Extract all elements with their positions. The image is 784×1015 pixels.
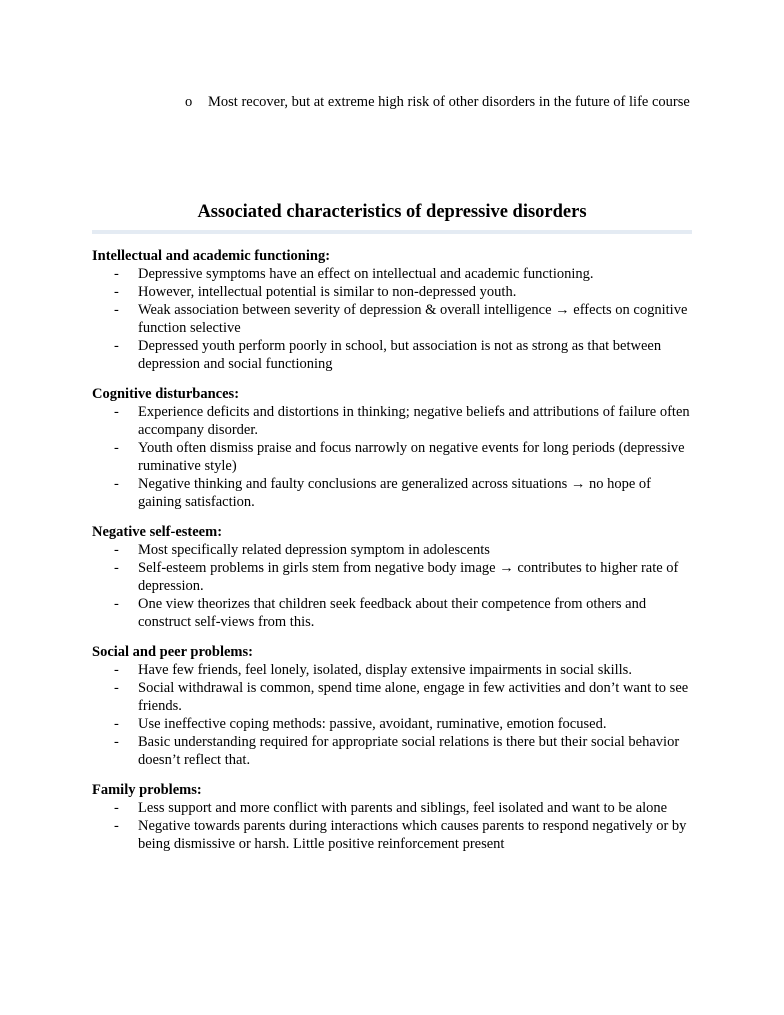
list-item (92, 475, 692, 511)
list-item (92, 403, 692, 439)
section-1 (92, 385, 692, 511)
list-item-text: Use ineffective coping methods: passive, avoidant, ruminative, emotion focused. (138, 716, 607, 732)
list-item (92, 661, 692, 679)
list-item-text: Negative thinking and faulty conclusions are generalized across situations → no hope of gaining satisfaction. (138, 476, 651, 510)
list-item-text: However, intellectual potential is similar to non-depressed youth. (138, 284, 517, 300)
list-item-text: Negative towards parents during interactions which causes parents to respond negatively or by being dismissive or harsh. Little positive reinforcement present (138, 818, 687, 852)
dash-marker: - (114, 338, 119, 354)
list-item-text: Self-esteem problems in girls stem from negative body image → contributes to higher rate of depression. (138, 560, 679, 594)
bullet-list (92, 265, 692, 373)
list-item (92, 595, 692, 631)
list-item (92, 817, 692, 853)
section-title: Cognitive disturbances: (92, 386, 240, 402)
list-item (92, 559, 692, 595)
dash-marker: - (114, 680, 119, 696)
dash-marker: - (114, 284, 119, 300)
dash-marker: - (114, 404, 119, 420)
list-item-text: Social withdrawal is common, spend time alone, engage in few activities and don’t want to see friends. (138, 680, 689, 714)
list-item-text: Depressive symptoms have an effect on intellectual and academic functioning. (138, 266, 594, 282)
section-title: Social and peer problems: (92, 644, 253, 660)
bullet-text: Most recover, but at extreme high risk of other disorders in the future of life course (208, 94, 690, 110)
bullet-list (92, 799, 692, 853)
dash-marker: - (114, 440, 119, 456)
section-0 (92, 247, 692, 373)
section-heading: Associated characteristics of depressive disorders (197, 202, 587, 222)
dash-marker: - (114, 734, 119, 750)
dash-marker: - (114, 560, 119, 576)
list-item (92, 283, 692, 301)
dash-marker: - (114, 800, 119, 816)
section-title: Intellectual and academic functioning: (92, 248, 331, 264)
list-item (92, 301, 692, 337)
list-item-text: Have few friends, feel lonely, isolated, display extensive impairments in social skills. (138, 662, 632, 678)
list-item (92, 439, 692, 475)
list-item (92, 733, 692, 769)
bullet-list (92, 661, 692, 769)
list-item (92, 715, 692, 733)
dash-marker: - (114, 818, 119, 834)
list-item (92, 337, 692, 373)
dash-marker: - (114, 716, 119, 732)
list-item (92, 799, 692, 817)
dash-marker: - (114, 662, 119, 678)
section-title: Family problems: (92, 782, 202, 798)
dash-marker: - (114, 266, 119, 282)
section-4 (92, 781, 692, 853)
bullet-marker: o (185, 94, 193, 110)
sections-container (92, 247, 692, 865)
bullet-list (92, 403, 692, 511)
heading-block (92, 200, 692, 234)
dash-marker: - (114, 596, 119, 612)
dash-marker: - (114, 302, 119, 318)
dash-marker: - (114, 542, 119, 558)
section-3 (92, 643, 692, 769)
top-bullet-item (185, 93, 708, 111)
list-item-text: Depressed youth perform poorly in school, but association is not as strong as that between depression and social functioning (138, 338, 662, 372)
section-2 (92, 523, 692, 631)
list-item-text: Weak association between severity of depression & overall intelligence → effects on cognitive function selective (138, 302, 688, 336)
list-item (92, 265, 692, 283)
bullet-list (92, 541, 692, 631)
list-item-text: One view theorizes that children seek feedback about their competence from others and construct self-views from this. (138, 596, 647, 630)
section-title: Negative self-esteem: (92, 524, 223, 540)
list-item-text: Youth often dismiss praise and focus narrowly on negative events for long periods (depressive ruminative style) (138, 440, 685, 474)
list-item (92, 679, 692, 715)
list-item-text: Most specifically related depression symptom in adolescents (138, 542, 490, 558)
list-item (92, 541, 692, 559)
list-item-text: Basic understanding required for appropriate social relations is there but their social behavior doesn’t reflect that. (138, 734, 680, 768)
list-item-text: Experience deficits and distortions in thinking; negative beliefs and attributions of failure often accompany disorder. (138, 404, 690, 438)
list-item-text: Less support and more conflict with parents and siblings, feel isolated and want to be alone (138, 800, 668, 816)
dash-marker: - (114, 476, 119, 492)
